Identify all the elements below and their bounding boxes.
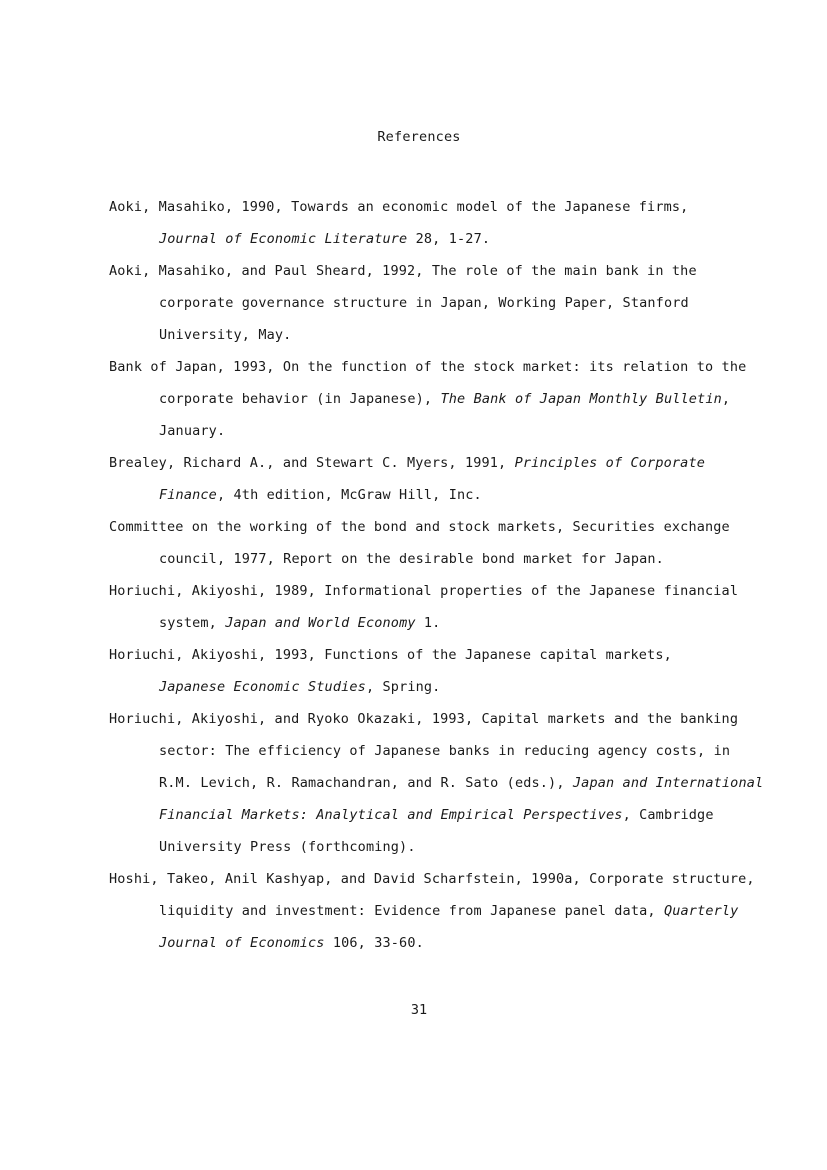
page-number: 31 (410, 1002, 428, 1018)
reference-entry-horiuchi-1989: Horiuchi, Akiyoshi, 1989, Informational properties of the Japanese financial system, Japan and World Economy 1. (109, 583, 739, 631)
reference-entry-committee-1977: Committee on the working of the bond and stock markets, Securities exchange council, 1977, Report on the desirable bond market for Japan. (109, 519, 730, 567)
reference-entry-horiuchi-1993: Horiuchi, Akiyoshi, 1993, Functions of the Japanese capital markets, Japanese Economic Studies, Spring. (109, 647, 672, 695)
reference-list (109, 191, 769, 959)
reference-entry-aoki-1990: Aoki, Masahiko, 1990, Towards an economic model of the Japanese firms, Journal of Economic Literature 28, 1-27. (109, 199, 689, 247)
reference-entry-bank-of-japan-1993: Bank of Japan, 1993, On the function of the stock market: its relation to the corporate behavior (in Japanese), The Bank of Japan Monthly Bulletin, January. (109, 359, 747, 439)
reference-entry-horiuchi-okazaki-1993: Horiuchi, Akiyoshi, and Ryoko Okazaki, 1993, Capital markets and the banking sector: The efficiency of Japanese banks in reducing agency costs, in R.M. Levich, R. Ramachandran, and R. Sato (eds.), Japan and International Financial Markets: Analytical and Empirical Perspectives, Cambridge University Press (forthcoming). (109, 711, 764, 855)
reference-entry-brealey-myers-1991: Brealey, Richard A., and Stewart C. Myers, 1991, Principles of Corporate Finance, 4th edition, McGraw Hill, Inc. (109, 455, 705, 503)
references-heading: References (377, 129, 461, 145)
reference-entry-aoki-sheard-1992: Aoki, Masahiko, and Paul Sheard, 1992, The role of the main bank in the corporate governance structure in Japan, Working Paper, Stanford University, May. (109, 263, 697, 343)
reference-entry-hoshi-1990a: Hoshi, Takeo, Anil Kashyap, and David Scharfstein, 1990a, Corporate structure, liquidity and investment: Evidence from Japanese panel data, Quarterly Journal of Economics 106, 33-60. (109, 871, 755, 951)
